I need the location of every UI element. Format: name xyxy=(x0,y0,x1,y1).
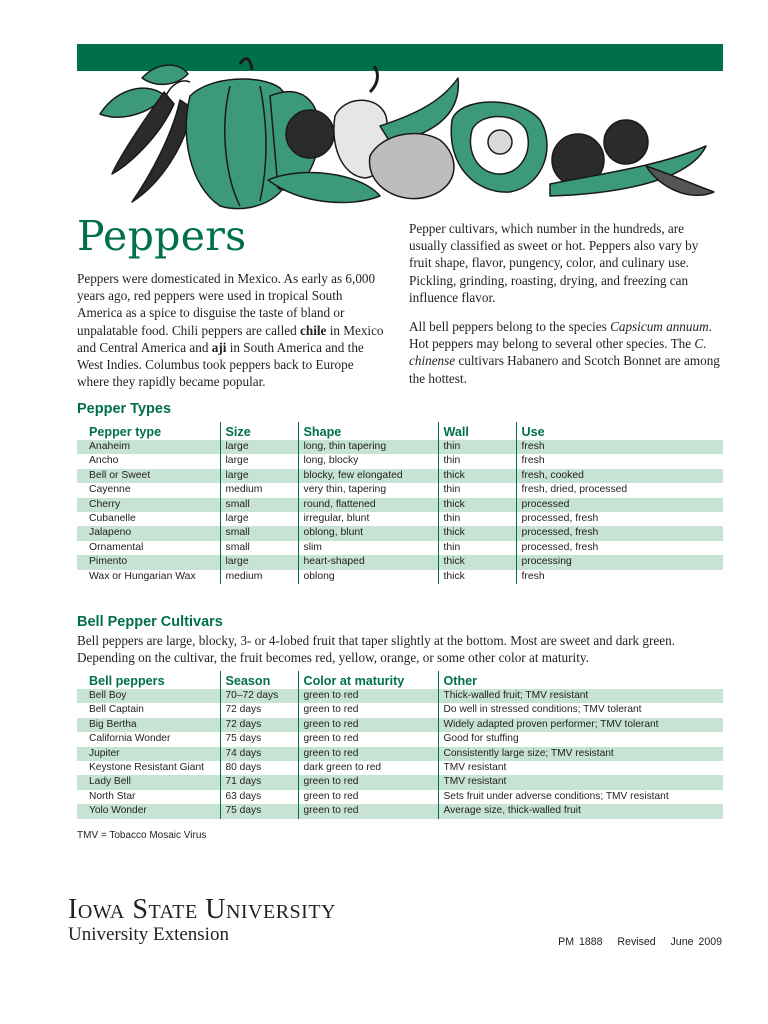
species-text-1: All bell peppers belong to the species xyxy=(409,319,611,334)
table-header-row xyxy=(77,671,723,689)
table-cell: large xyxy=(220,512,298,526)
table-row xyxy=(77,761,723,775)
table-row xyxy=(77,469,723,483)
table-cell: blocky, few elongated xyxy=(298,469,438,483)
column-header: Color at maturity xyxy=(298,671,438,689)
table-cell: thick xyxy=(438,570,516,584)
table-cell: medium xyxy=(220,483,298,497)
table-row xyxy=(77,541,723,555)
table-cell: processed, fresh xyxy=(516,526,723,540)
cultivars-paragraph: Pepper cultivars, which number in the hundreds, are usually classified as sweet or hot. Peppers also vary by fruit shape, flavor, pungency, color, and culinary use. Pickling, grinding, roasting, drying, and freezing can influence flavor. xyxy=(409,221,699,305)
pepper-types-heading: Pepper Types xyxy=(77,401,172,417)
table-cell: small xyxy=(220,541,298,555)
table-cell: Pimento xyxy=(77,555,220,569)
table-cell: 80 days xyxy=(220,761,298,775)
table-cell: processing xyxy=(516,555,723,569)
intro-text-2: in Mexico and Central America and xyxy=(77,322,384,355)
table-row xyxy=(77,512,723,526)
table-cell: fresh xyxy=(516,454,723,468)
column-header: Use xyxy=(516,422,723,440)
table-cell: medium xyxy=(220,570,298,584)
species-name-annuum: Capsicum annuum xyxy=(610,319,709,334)
table-cell: thin xyxy=(438,541,516,555)
table-cell: fresh xyxy=(516,440,723,454)
table-cell: Thick-walled fruit; TMV resistant xyxy=(438,689,723,703)
table-cell: Ancho xyxy=(89,455,119,467)
table-row xyxy=(77,703,723,717)
table-cell: Yolo Wonder xyxy=(77,804,220,818)
term-chile: chile xyxy=(300,322,327,338)
table-row xyxy=(77,526,723,540)
table-row xyxy=(77,570,723,584)
species-paragraph xyxy=(409,318,721,387)
table-cell: 72 days xyxy=(220,703,298,717)
table-cell: large xyxy=(220,469,298,483)
table-cell: green to red xyxy=(298,790,438,804)
column-header: Size xyxy=(220,422,298,440)
table-cell: green to red xyxy=(298,703,438,717)
table-cell: small xyxy=(220,498,298,512)
table-cell: round, flattened xyxy=(298,498,438,512)
tmv-footnote: TMV = Tobacco Mosaic Virus xyxy=(77,830,207,841)
university-name: Iowa State University xyxy=(68,894,336,925)
table-cell: long, thin tapering xyxy=(298,440,438,454)
table-cell: Cubanelle xyxy=(89,513,136,525)
table-cell: 63 days xyxy=(220,790,298,804)
table-cell: dark green to red xyxy=(298,761,438,775)
column-header: Bell peppers xyxy=(89,674,165,688)
table-cell: thick xyxy=(438,526,516,540)
bell-cultivars-heading: Bell Pepper Cultivars xyxy=(77,614,223,630)
table-cell: green to red xyxy=(298,747,438,761)
table-cell: 74 days xyxy=(220,747,298,761)
table-cell: Bell Captain xyxy=(89,704,144,716)
intro-text-3: in South America and the West Indies. Columbus took peppers back to Europe where they rapidly became popular. xyxy=(77,339,364,390)
table-row xyxy=(77,718,723,732)
table-cell: fresh, cooked xyxy=(516,469,723,483)
table-row xyxy=(77,747,723,761)
table-cell: 75 days xyxy=(220,804,298,818)
pepper-types-table xyxy=(77,422,723,584)
table-cell: fresh, dried, processed xyxy=(516,483,723,497)
university-logo xyxy=(68,894,336,946)
table-cell: Bell or Sweet xyxy=(77,469,220,483)
table-cell: very thin, tapering xyxy=(298,483,438,497)
table-cell: North Star xyxy=(89,790,136,802)
table-cell: irregular, blunt xyxy=(298,512,438,526)
table-cell: thin xyxy=(438,454,516,468)
table-cell: Ornamental xyxy=(89,541,144,553)
table-cell: large xyxy=(220,454,298,468)
bell-cultivars-description: Bell peppers are large, blocky, 3- or 4-lobed fruit that taper slightly at the bottom. Most are sweet and dark green. Depending on the cultivar, the fruit becomes red, yellow, orange, or some other color at maturity. xyxy=(77,633,676,666)
table-cell: TMV resistant xyxy=(438,761,723,775)
table-cell: thin xyxy=(438,512,516,526)
table-cell: Average size, thick-walled fruit xyxy=(438,804,723,818)
table-row xyxy=(77,689,723,703)
table-cell: processed xyxy=(516,498,723,512)
table-cell: large xyxy=(220,440,298,454)
table-cell: California Wonder xyxy=(89,733,171,745)
column-header: Pepper type xyxy=(89,425,162,439)
intro-paragraph xyxy=(77,270,387,390)
table-cell: thin xyxy=(438,483,516,497)
column-header: Shape xyxy=(298,422,438,440)
table-cell: Cherry xyxy=(77,498,220,512)
table-row xyxy=(77,454,723,468)
table-cell: long, blocky xyxy=(298,454,438,468)
table-cell: Widely adapted proven performer; TMV tolerant xyxy=(438,718,723,732)
table-cell: Consistently large size; TMV resistant xyxy=(438,747,723,761)
species-text-2: . Hot peppers may belong to several other species. The xyxy=(409,319,712,352)
column-header: Season xyxy=(220,671,298,689)
table-cell: Sets fruit under adverse conditions; TMV resistant xyxy=(438,790,723,804)
table-cell: Do well in stressed conditions; TMV tolerant xyxy=(438,703,723,717)
column-header: Wall xyxy=(438,422,516,440)
table-cell: fresh xyxy=(516,570,723,584)
table-cell: 71 days xyxy=(220,775,298,789)
table-header-row xyxy=(77,422,723,440)
table-cell: Wax or Hungarian Wax xyxy=(89,570,196,582)
table-cell: oblong xyxy=(298,570,438,584)
table-cell: Keystone Resistant Giant xyxy=(89,762,204,774)
bell-cultivars-table xyxy=(77,671,723,819)
table-cell: green to red xyxy=(298,732,438,746)
table-cell: thick xyxy=(438,469,516,483)
table-cell: 72 days xyxy=(220,718,298,732)
table-row xyxy=(77,555,723,569)
publication-info: PM 1888 Revised June 2009 xyxy=(558,936,722,948)
table-row xyxy=(77,790,723,804)
table-row xyxy=(77,732,723,746)
table-cell: green to red xyxy=(298,718,438,732)
table-row xyxy=(77,498,723,512)
table-cell: Bell Boy xyxy=(77,689,220,703)
table-cell: processed, fresh xyxy=(516,512,723,526)
table-cell: slim xyxy=(298,541,438,555)
table-cell: Lady Bell xyxy=(77,775,220,789)
species-name-chinense: C. chinense xyxy=(409,336,707,369)
table-cell: large xyxy=(220,555,298,569)
table-cell: Jupiter xyxy=(77,747,220,761)
species-text-3: cultivars Habanero and Scotch Bonnet are among the hottest. xyxy=(409,353,720,386)
table-row xyxy=(77,775,723,789)
table-cell: 70–72 days xyxy=(220,689,298,703)
table-cell: Big Bertha xyxy=(77,718,220,732)
table-row xyxy=(77,440,723,454)
page-title: Peppers xyxy=(77,212,247,260)
table-cell: Anaheim xyxy=(77,440,220,454)
table-cell: TMV resistant xyxy=(438,775,723,789)
table-cell: Good for stuffing xyxy=(438,732,723,746)
table-cell: thick xyxy=(438,498,516,512)
table-cell: green to red xyxy=(298,804,438,818)
table-row xyxy=(77,804,723,818)
term-aji: aji xyxy=(211,339,227,355)
column-header: Other xyxy=(438,671,723,689)
table-cell: heart-shaped xyxy=(298,555,438,569)
table-cell: small xyxy=(220,526,298,540)
table-cell: Jalapeno xyxy=(77,526,220,540)
table-cell: oblong, blunt xyxy=(298,526,438,540)
extension-name: University Extension xyxy=(68,924,229,945)
table-cell: Cayenne xyxy=(89,484,131,496)
table-cell: green to red xyxy=(298,689,438,703)
table-cell: thick xyxy=(438,555,516,569)
intro-text-1: Peppers were domesticated in Mexico. As early as 6,000 years ago, red peppers were used in tropical South America as a spice to disguise the taste of bland or unpalatable food. Chili peppers are called xyxy=(77,271,376,338)
table-cell: processed, fresh xyxy=(516,541,723,555)
table-row xyxy=(77,483,723,497)
pepper-illustration xyxy=(80,56,720,212)
table-cell: green to red xyxy=(298,775,438,789)
table-cell: thin xyxy=(438,440,516,454)
table-cell: 75 days xyxy=(220,732,298,746)
